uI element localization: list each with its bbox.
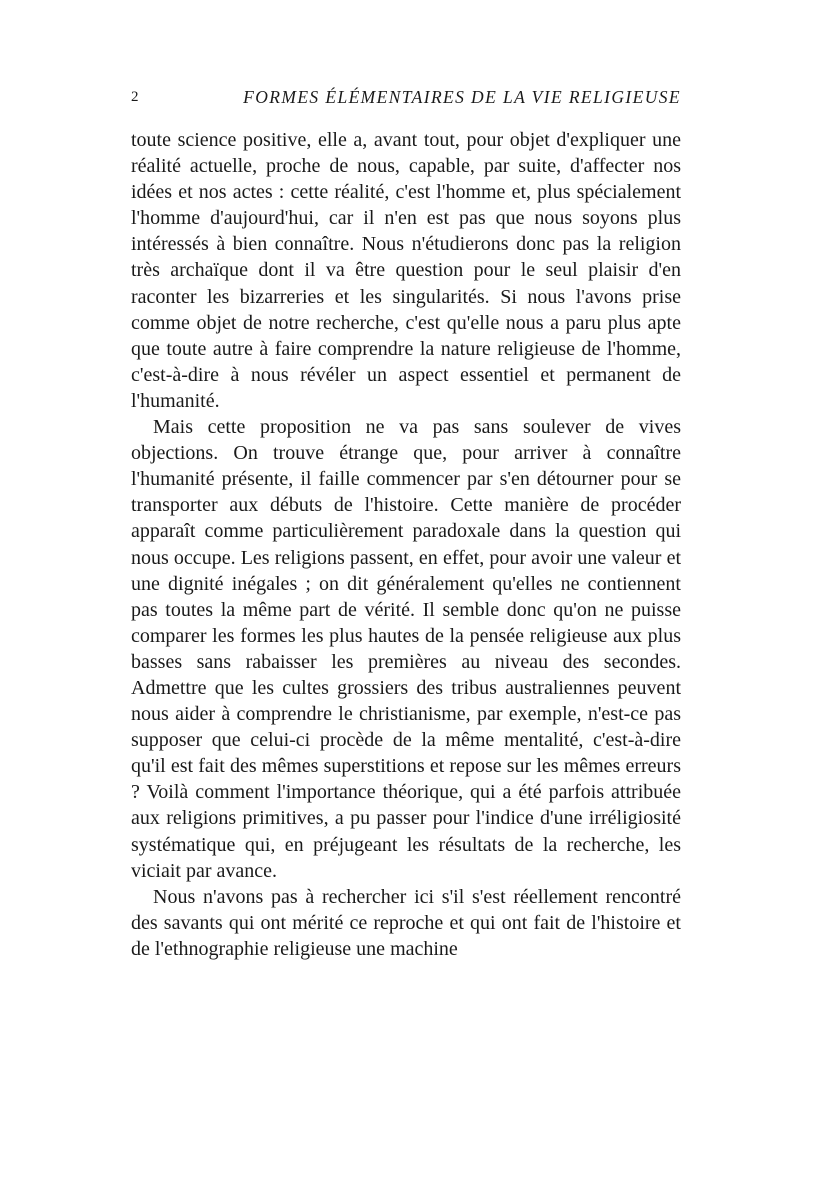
page-number: 2 <box>131 89 139 105</box>
running-title: FORMES ÉLÉMENTAIRES DE LA VIE RELIGIEUSE <box>243 87 681 107</box>
running-head <box>131 82 681 112</box>
paragraph: toute science positive, elle a, avant tout, pour objet d'expliquer une réalité actuelle, proche de nous, capable, par suite, d'affecter nos idées et nos actes : cette réalité, c'est l'homme et, plus spécialement l'homme d'aujourd'hui, car il n'en est pas que nous soyons plus intéressés à bien connaître. Nous n'étudierons donc pas la religion très archaïque dont il va être question pour le seul plaisir d'en raconter les bizarreries et les singularités. Si nous l'avons prise comme objet de notre recherche, c'est qu'elle nous a paru plus apte que toute autre à faire comprendre la nature religieuse de l'homme, c'est-à-dire à nous révéler un aspect essentiel et permanent de l'humanité. <box>131 129 681 412</box>
paragraph: Mais cette proposition ne va pas sans soulever de vives objections. On trouve étrange que, pour arriver à connaître l'humanité présente, il faille commencer par s'en détourner pour se transporter aux débuts de l'histoire. Cette manière de procéder apparaît comme particulièrement paradoxale dans la question qui nous occupe. Les religions passent, en effet, pour avoir une valeur et une dignité inégales ; on dit généralement qu'elles ne contiennent pas toutes la même part de vérité. Il semble donc qu'on ne puisse comparer les formes les plus hautes de la pensée religieuse aux plus basses sans rabaisser les premières au niveau des secondes. Admettre que les cultes grossiers des tribus australiennes peuvent nous aider à comprendre le christianisme, par exemple, n'est-ce pas supposer que celui-ci procède de la même mentalité, c'est-à-dire qu'il est fait des mêmes superstitions et repose sur les mêmes erreurs ? Voilà comment l'importance théorique, qui a été parfois attribuée aux religions primitives, a pu passer pour l'indice d'une irréligiosité systématique qui, en préjugeant les résultats de la recherche, les viciait par avance. <box>131 416 681 882</box>
paragraph: Nous n'avons pas à rechercher ici s'il s'est réellement rencontré des savants qui ont mérité ce reproche et qui ont fait de l'histoire et de l'ethnographie religieuse une machine <box>131 885 681 960</box>
body-text <box>131 127 681 962</box>
